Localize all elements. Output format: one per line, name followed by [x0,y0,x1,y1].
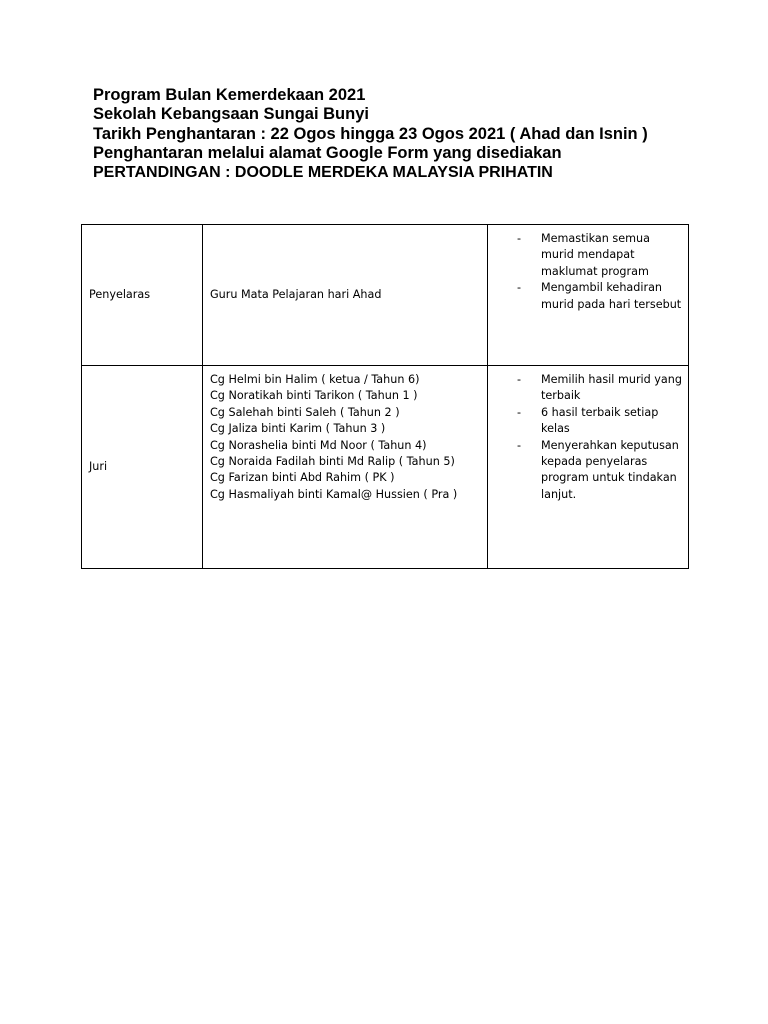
duties-list [488,372,688,503]
competition-title: PERTANDINGAN : DOODLE MERDEKA MALAYSIA PRIHATIN [93,164,553,182]
dash-marker: - [517,373,522,386]
duties-list [488,231,688,313]
duty-text: 6 hasil terbaik setiap kelas [541,405,659,436]
role-cell [82,225,203,366]
submission-dates: Tarikh Penghantaran : 22 Ogos hingga 23 Ogos 2021 ( Ahad dan Isnin ) [93,124,648,143]
duty-text: Menyerahkan keputusan kepada penyelaras program untuk tindakan lanjut. [541,438,679,501]
list-item: Cg Hasmaliyah binti Kamal@ Hussien ( Pra ) [210,487,458,501]
role-cell [82,366,203,569]
list-item: Cg Noratikah binti Tarikon ( Tahun 1 ) [210,389,418,403]
duty-text: Memastikan semua murid mendapat maklumat program [541,232,650,278]
dash-marker: - [517,405,522,419]
submission-method: Penghantaran melalui alamat Google Form yang disediakan [93,143,562,162]
list-item [488,405,682,438]
dash-marker: - [517,281,522,295]
committee-table [81,224,689,569]
duty-text: Memilih hasil murid yang terbaik [541,373,682,403]
members-cell [203,366,488,569]
role-label: Juri [89,459,108,473]
members-cell [203,225,488,366]
program-title: Program Bulan Kemerdekaan 2021 [93,86,366,104]
school-name: Sekolah Kebangsaan Sungai Bunyi [93,105,369,124]
duty-text: Mengambil kehadiran murid pada hari tersebut [541,281,682,311]
list-item [488,280,682,313]
dash-marker: - [517,438,522,452]
dash-marker: - [517,232,522,245]
duties-cell [488,225,689,366]
duties-cell [488,366,689,569]
list-item [488,438,682,504]
table-row [82,225,689,366]
list-item: Cg Noraida Fadilah binti Md Ralip ( Tahun 5) [210,455,455,469]
list-item: Cg Salehah binti Saleh ( Tahun 2 ) [210,405,400,419]
table-row [82,366,689,569]
list-item: Cg Jaliza binti Karim ( Tahun 3 ) [210,422,386,436]
list-item: Cg Norashelia binti Md Noor ( Tahun 4) [210,438,427,452]
document-header [93,86,693,182]
member-name: Guru Mata Pelajaran hari Ahad [210,287,382,301]
list-item [488,372,682,405]
list-item: Cg Farizan binti Abd Rahim ( PK ) [210,471,395,485]
judges-list [210,372,487,503]
list-item [488,231,682,280]
role-label: Penyelaras [89,287,151,301]
list-item: Cg Helmi bin Halim ( ketua / Tahun 6) [210,373,420,386]
